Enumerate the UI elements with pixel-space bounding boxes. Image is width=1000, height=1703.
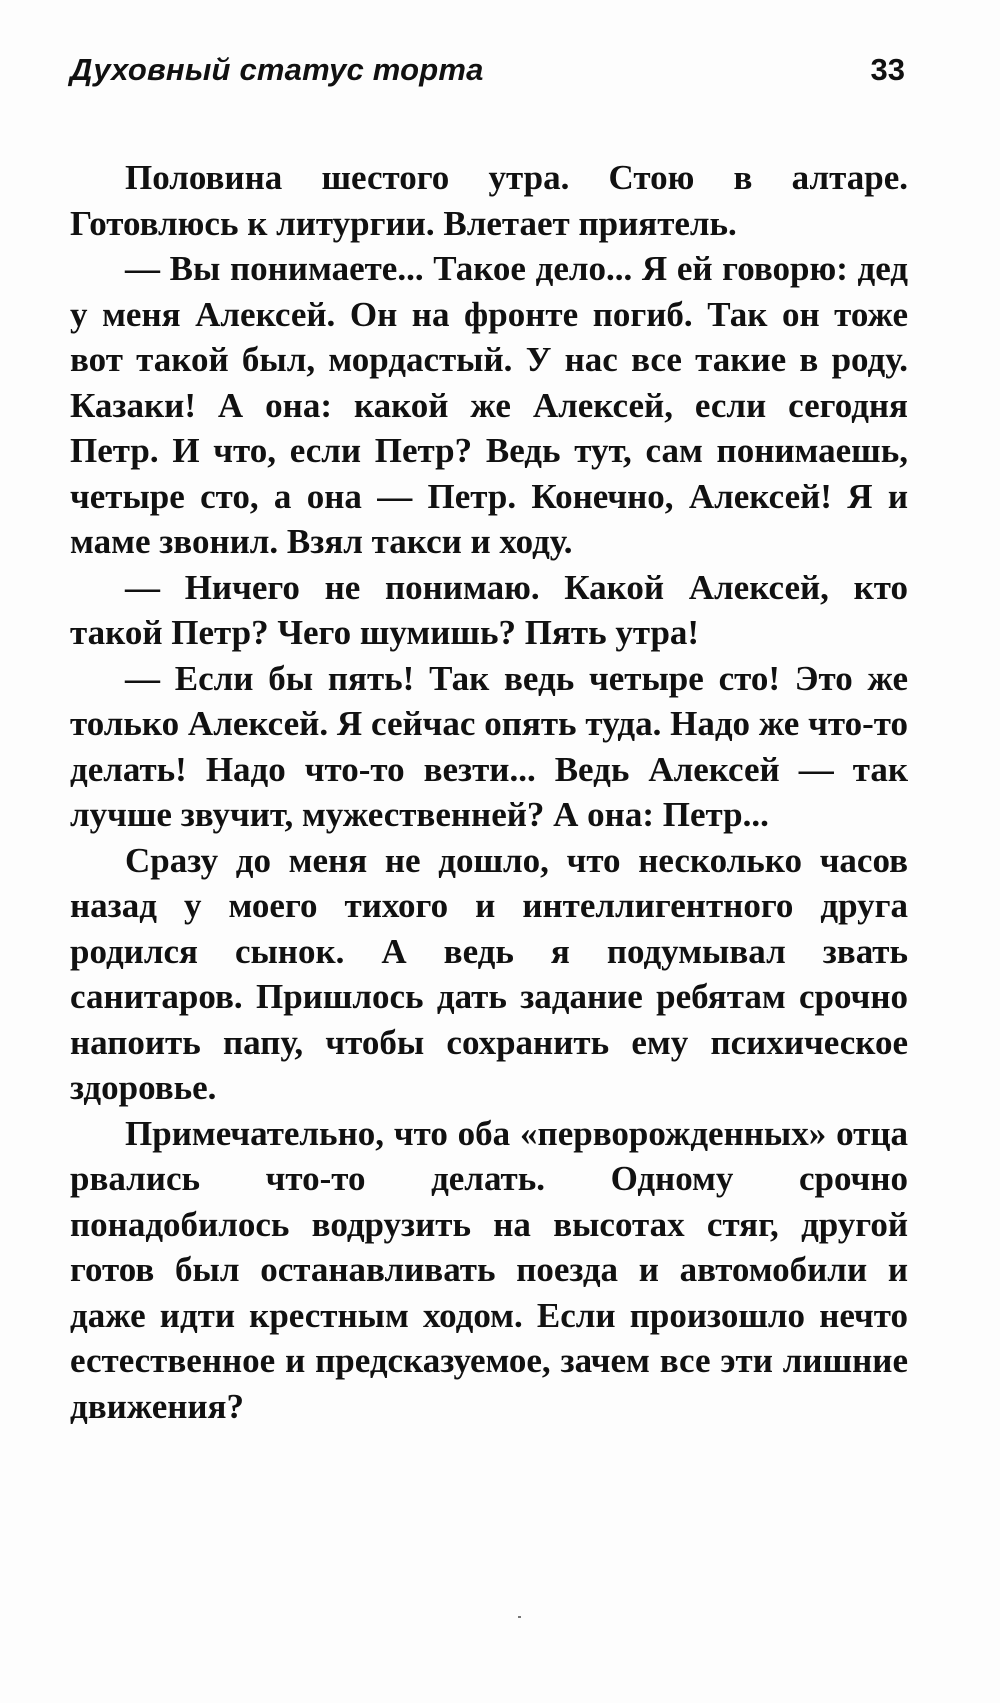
print-speck bbox=[518, 1616, 521, 1618]
paragraph: — Если бы пять! Так ведь четыре сто! Это же только Алексей. Я сейчас опять туда. Надо же что-то делать! Надо что-то везти... Ведь Алексей — так лучше звучит, мужественней? А она: Петр... bbox=[70, 658, 908, 834]
running-header bbox=[70, 52, 905, 102]
paragraph: Половина шестого утра. Стою в алтаре. Готовлюсь к литургии. Влетает приятель. bbox=[70, 158, 908, 243]
paragraph: Сразу до меня не дошло, что несколько часов назад у моего тихого и интеллигентного друга родился сынок. А ведь я подумывал звать санитаров. Пришлось дать задание ребятам срочно напоить папу, чтобы сохранить ему психическое здоровье. bbox=[70, 840, 908, 1107]
page-number: 33 bbox=[870, 52, 905, 87]
paragraph: — Вы понимаете... Такое дело... Я ей говорю: дед у меня Алексей. Он на фронте погиб. Так он тоже вот такой был, мордастый. У нас все такие в роду. Казаки! А она: какой же Алексей, если сегодня Петр. И что, если Петр? Ведь тут, сам понимаешь, четыре сто, а она — Петр. Конечно, Алексей! Я и маме звонил. Взял такси и ходу. bbox=[70, 249, 908, 561]
paragraph: — Ничего не понимаю. Какой Алексей, кто такой Петр? Чего шумишь? Пять утра! bbox=[70, 567, 908, 652]
body-text bbox=[70, 155, 908, 1429]
paragraph: Примечательно, что оба «перворожденных» отца рвались что-то делать. Одному срочно понадобилось водрузить на высотах стяг, другой готов был останавливать поезда и автомобили и даже идти крестным ходом. Если произошло нечто естественное и предсказуемое, зачем все эти лишние движения? bbox=[70, 1113, 908, 1426]
running-title: Духовный статус торта bbox=[70, 52, 484, 87]
